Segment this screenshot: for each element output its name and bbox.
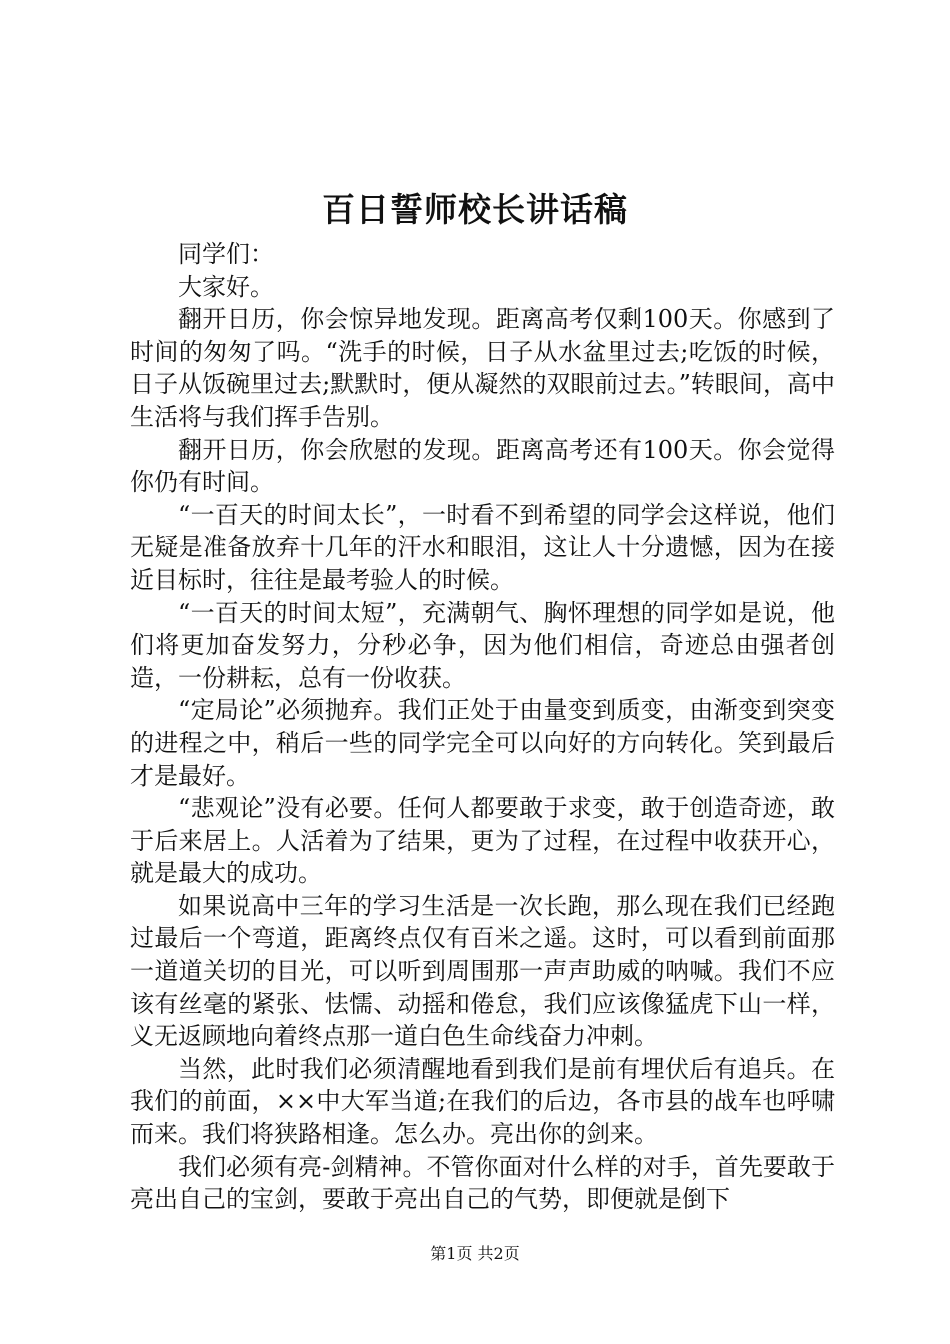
paragraph: 当然，此时我们必须清醒地看到我们是前有埋伏后有追兵。在我们的前面，××中大军当道;在我们的后边，各市县的战车也呼啸而来。我们将狭路相逢。怎么办。亮出你的剑来。: [130, 1054, 835, 1149]
paragraph: “悲观论”没有必要。任何人都要敢于求变，敢于创造奇迹，敢于后来居上。人活着为了结果，更为了过程，在过程中收获开心，就是最大的成功。: [130, 794, 835, 888]
document-title: 百日誓师校长讲话稿: [322, 190, 628, 229]
paragraph: 翻开日历，你会欣慰的发现。距离高考还有100天。你会觉得你仍有时间。: [130, 435, 835, 497]
paragraph: 翻开日历，你会惊异地发现。距离高考仅剩100天。你感到了时间的匆匆了吗。“洗手的时候，日子从水盆里过去;吃饭的时候，日子从饭碗里过去;默默时，便从凝然的双眼前过去。”转眼间，高中生活将与我们挥手告别。: [130, 305, 835, 431]
paragraph: “定局论”必须抛弃。我们正处于由量变到质变，由渐变到突变的进程之中，稍后一些的同学完全可以向好的方向转化。笑到最后才是最好。: [130, 696, 835, 790]
paragraph: 如果说高中三年的学习生活是一次长跑，那么现在我们已经跑过最后一个弯道，距离终点仅有百米之遥。这时，可以看到前面那一道道关切的目光，可以听到周围那一声声助威的呐喊。我们不应该有丝毫的紧张、怯懦、动摇和倦怠，我们应该像猛虎下山一样，义无返顾地向着终点那一道白色生命线奋力冲刺。: [130, 891, 835, 1051]
paragraph: “一百天的时间太长”，一时看不到希望的同学会这样说，他们无疑是准备放弃十几年的汗水和眼泪，这让人十分遗憾，因为在接近目标时，往往是最考验人的时候。: [130, 500, 835, 594]
paragraph: “一百天的时间太短”，充满朝气、胸怀理想的同学如是说，他们将更加奋发努力，分秒必争，因为他们相信，奇迹总由强者创造，一份耕耘，总有一份收获。: [130, 598, 835, 692]
page-number-footer: 第1页 共2页: [430, 1244, 520, 1263]
document-body: [130, 238, 835, 1216]
paragraph: 我们必须有亮-剑精神。不管你面对什么样的对手，首先要敢于亮出自己的宝剑，要敢于亮出自己的气势，即便就是倒下: [130, 1152, 835, 1214]
paragraph-hello: 大家好。: [178, 272, 274, 301]
paragraph-greeting: 同学们：: [178, 240, 274, 268]
